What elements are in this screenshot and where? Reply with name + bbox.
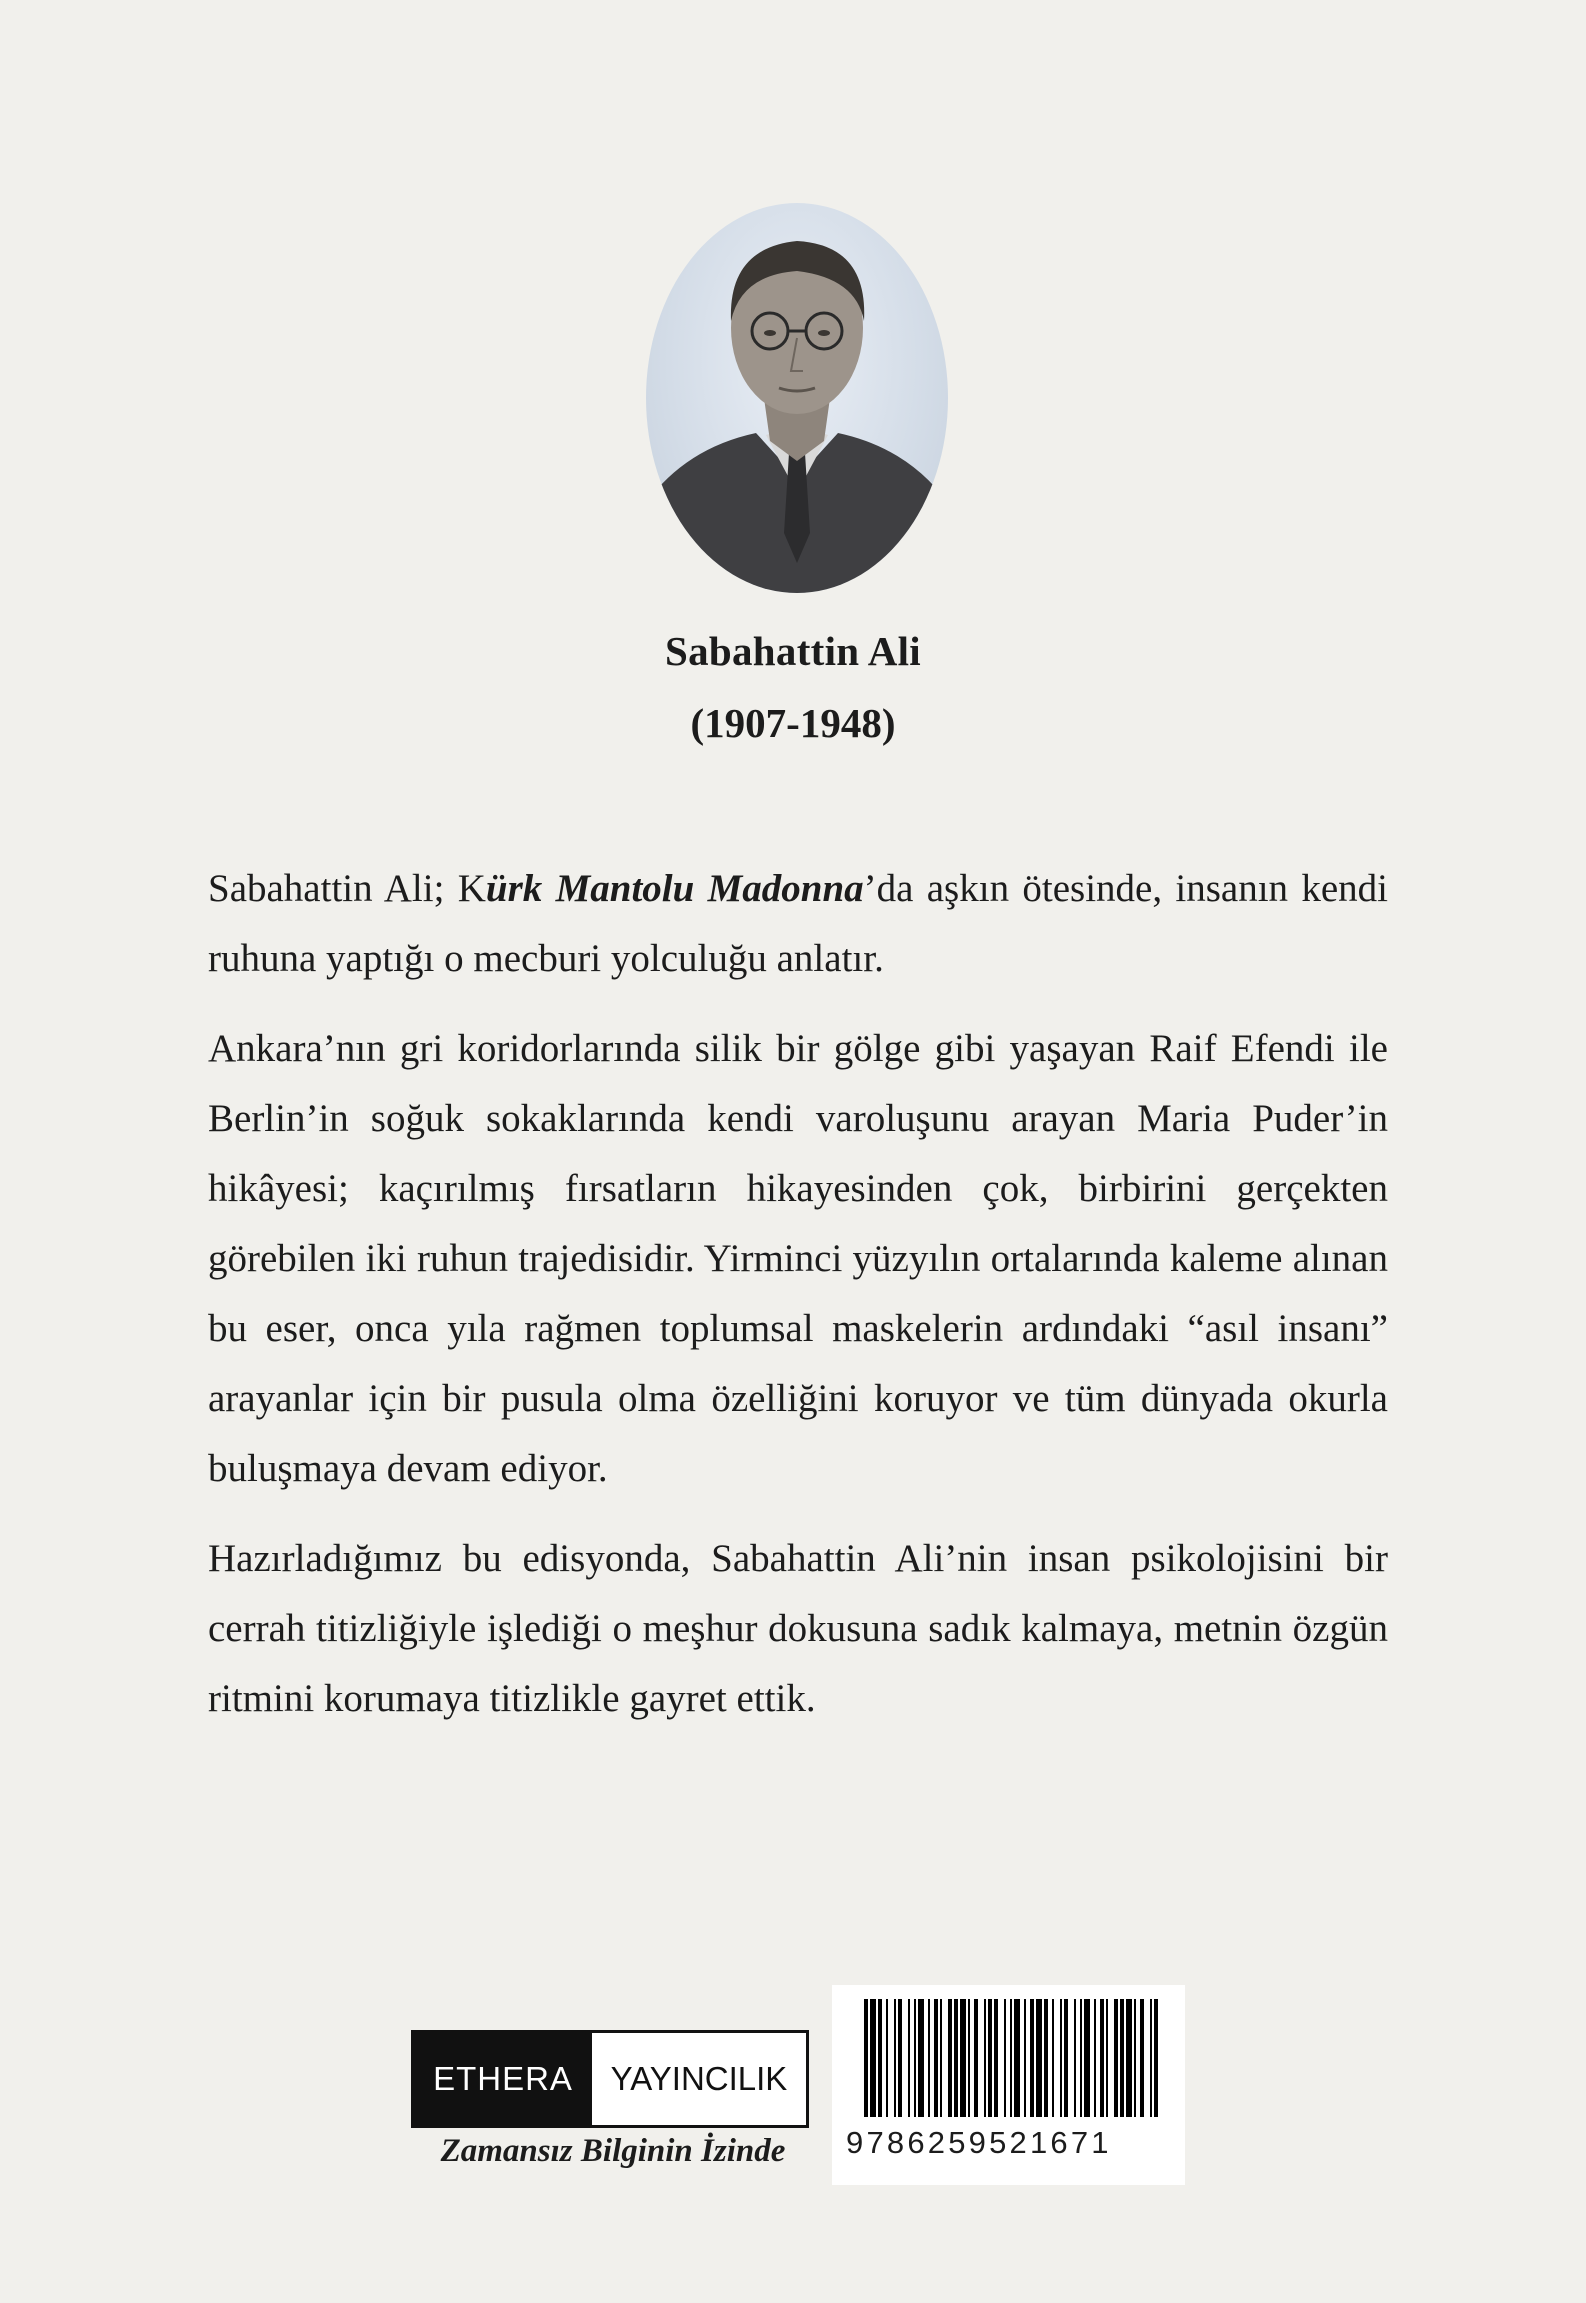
barcode-bar [1106,1999,1108,2117]
barcode-bar [1060,1999,1062,2117]
barcode-bar [1074,1999,1076,2117]
barcode-bar [1044,1999,1048,2117]
isbn-number: 9786259521671 [846,2125,1112,2160]
barcode-bar [1052,1999,1054,2117]
barcode-bar [1024,1999,1026,2117]
barcode-bar [914,1999,916,2117]
barcode-bar [954,1999,958,2117]
publisher-logo-left: ETHERA [414,2033,592,2125]
barcode-bar [908,1999,910,2117]
barcode-bar [1134,1999,1136,2117]
barcode-bar [1100,1999,1104,2117]
book-title: ürk Mantolu Madonna [485,867,864,910]
barcode-bar [1084,1999,1090,2117]
barcode-bar [988,1999,992,2117]
barcode-bar [1150,1999,1152,2117]
barcode-bar [1036,1999,1042,2117]
barcode-bar [878,1999,882,2117]
barcode-bar [934,1999,938,2117]
barcode-bar [918,1999,924,2117]
blurb-p1-prefix: Sabahattin Ali; K [208,867,486,910]
author-portrait [646,203,948,593]
barcode-bar [1030,1999,1034,2117]
barcode-bar [1154,1999,1158,2117]
barcode-bar [1114,1999,1118,2117]
publisher-logo-right: YAYINCILIK [610,2060,788,2097]
barcode-bar [1094,1999,1096,2117]
barcode-bar [1064,1999,1068,2117]
barcode-bar [1010,1999,1012,2117]
barcode-bar [1080,1999,1082,2117]
barcode-bar [1120,1999,1124,2117]
publisher-tagline: Zamansız Bilginin İzinde [440,2133,786,2169]
barcode-bar [1004,1999,1006,2117]
barcode-bar [864,1999,868,2117]
back-cover-blurb [208,854,1388,1754]
barcode-bars [846,1999,1171,2121]
blurb-paragraph-2: Ankara’nın gri koridorlarında silik bir gölge gibi yaşayan Raif Efendi ile Berlin’in soğuk sokaklarında kendi varoluşunu arayan Maria Puder’in hikâyesi; kaçırılmış fırsatların hikayesinden çok, birbirini gerçekten görebilen iki ruhun trajedisidir. Yirminci yüzyılın ortalarında kaleme alınan bu eser, onca yıla rağmen toplumsal maskelerin ardındaki “asıl insanı” arayanlar için bir pusula olma özelliğini koruyor ve tüm dünyada okurla buluşmaya devam ediyor. [208,1027,1388,1490]
publisher-logo [411,2030,809,2128]
blurb-paragraph-3: Hazırladığımız bu edisyonda, Sabahattin Ali’nin insan psikolojisini bir cerrah titizliğiyle işlediği o meşhur dokusuna sadık kalmaya, metnin özgün ritmini korumaya titizlikle gayret ettik. [208,1537,1388,1720]
barcode-bar [940,1999,942,2117]
barcode-bar [870,1999,876,2117]
author-years: (1907-1948) [690,700,896,746]
blurb-paragraph-1 [208,854,1388,994]
isbn-barcode [832,1985,1185,2185]
barcode-bar [894,1999,896,2117]
blurb-p1-suffix: ’da aşkın ötesinde, insanın kendi ruhuna yaptığı o mecburi yolculuğu anlatır. [208,867,1388,980]
barcode-bar [886,1999,888,2117]
barcode-bar [948,1999,952,2117]
author-name: Sabahattin Ali [665,628,921,674]
barcode-bar [974,1999,978,2117]
barcode-bar [968,1999,970,2117]
barcode-bar [994,1999,998,2117]
barcode-bar [928,1999,930,2117]
barcode-bar [1140,1999,1144,2117]
portrait-illustration [646,203,948,593]
barcode-bar [984,1999,986,2117]
barcode-bar [960,1999,966,2117]
barcode-bar [898,1999,902,2117]
barcode-bar [1014,1999,1020,2117]
barcode-bar [1126,1999,1132,2117]
